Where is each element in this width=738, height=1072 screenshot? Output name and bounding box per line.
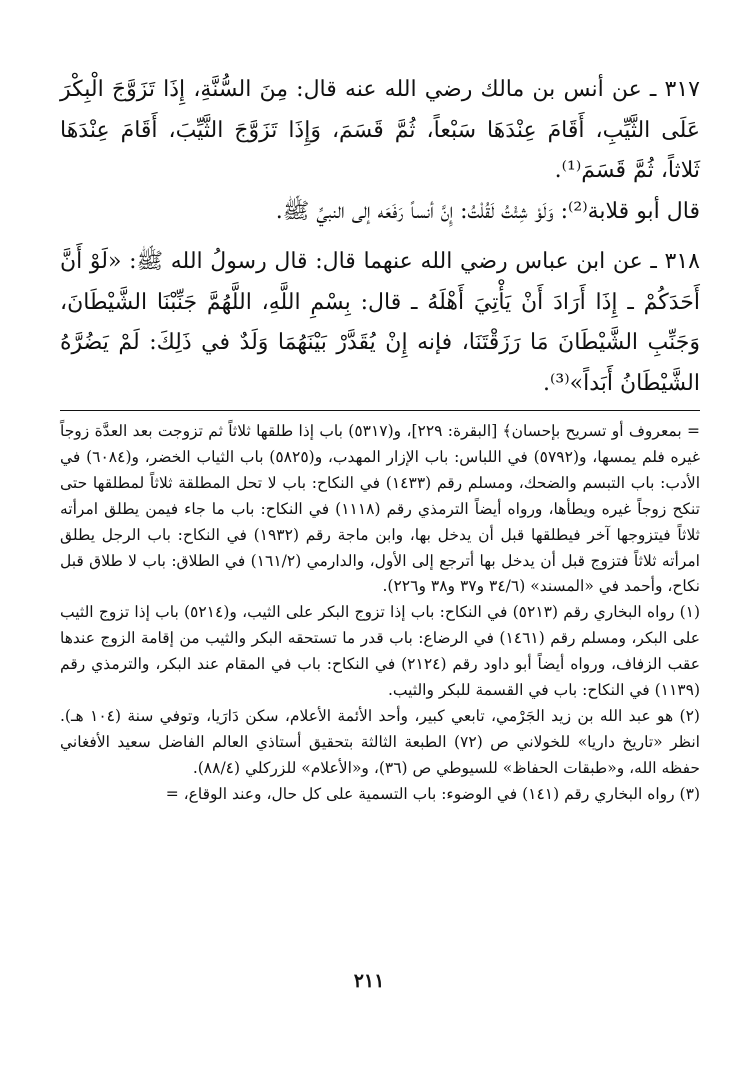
footnote-3: (٣) رواه البخاري رقم (١٤١) في الوضوء: باب التسمية على كل حال، وعند الوقاع، = (165, 784, 700, 803)
footnotes (60, 419, 700, 808)
footnote-2: (٢) هو عبد الله بن زيد الجَرْمي، تابعي كبير، وأحد الأئمة الأعلام، سكن دَارَيا، وتوفي سنة (١٠٤ هـ). انظر «تاريخ داريا» للخولاني ص (٧٢) الطبعة الثالثة بتحقيق أستاذي العالم الفاضل سعيد الأفغاني حفظه الله، و«طبقات الحفاظ» للسيوطي ص (٣٦)، و«الأعلام» للزركلي (٨٨/٤). (60, 706, 700, 777)
footnote-continuation: = بمعروف أو تسريح بإحسان﴾ [البقرة: ٢٢٩]، و(٥٣١٧) باب إذا طلقها ثلاثاً ثم تزوجت بعد العدَّة زوجاً غيره فلم يمسها، و(٥٧٩٢) في اللباس: باب الإزار المهدب، و(٥٨٢٥) باب الثياب الخضر، و(٦٠٨٤) في الأدب: باب التبسم والضحك، ومسلم رقم (١٤٣٣) في النكاح: باب لا تحل المطلقة ثلاثاً لمطلقها حتى تنكح زوجاً غيره ويطأها، ورواه أيضاً الترمذي رقم (١١١٨) في النكاح: باب ما جاء فيمن يطلق امرأته ثلاثاً فيتزوجها آخر فيطلقها قبل أن يدخل بها، وابن ماجة رقم (١٩٣٢) في النكاح: باب الرجل يطلق امرأته ثلاثاً فتزوج قبل أن يدخل بها أترجع إلى الأول، والدارمي (١٦١/٢) في الطلاق: باب لا طلاق قبل نكاح، وأحمد في «المسند» (٣٤/٦ و٣٧ و٣٨ و٢٢٦). (60, 422, 701, 596)
hadith-317-comment: قال أبو قلابة⁽²⁾: وَلَوْ شِئْتُ لَقُلْتُ: إِنَّ أنساً رَفَعَه إلى النبيِّ ﷺ. (275, 198, 700, 224)
page-body (60, 70, 700, 808)
footnote-divider (60, 410, 700, 411)
hadith-317: ٣١٧ ـ عن أنس بن مالك رضي الله عنه قال: مِنَ السُّنَّةِ، إِذَا تَزَوَّجَ الْبِكْرَ عَلَى الثَّيِّبِ، أَقَامَ عِنْدَهَا سَبْعاً، ثُمَّ قَسَمَ، وَإِذَا تَزَوَّجَ الثَّيِّبَ، أَقَامَ عِنْدَهَا ثَلاثاً، ثُمَّ قَسَمَ⁽¹⁾. (60, 77, 700, 183)
footnote-1: (١) رواه البخاري رقم (٥٢١٣) في النكاح: باب إذا تزوج البكر على الثيب، و(٥٢١٤) باب إذا تزوج الثيب على البكر، ومسلم رقم (١٤٦١) في الرضاع: باب قدر ما تستحقه البكر والثيب من إقامة الزوج عندها عقب الزفاف، ورواه أيضاً أبو داود رقم (٢١٢٤) في النكاح: باب في المقام عند البكر، والترمذي رقم (١١٣٩) في النكاح: باب في القسمة للبكر والثيب. (60, 603, 701, 700)
hadith-318: ٣١٨ ـ عن ابن عباس رضي الله عنهما قال: قال رسولُ الله ﷺ: «لَوْ أَنَّ أَحَدَكُمْ ـ إِذَا أَرَادَ أَنْ يَأْتِيَ أَهْلَهُ ـ قال: بِسْمِ اللَّهِ، اللَّهُمَّ جَنِّبْنَا الشَّيْطَانَ، وَجَنِّبِ الشَّيْطَانَ مَا رَزَقْتَنَا، فإنه إِنْ يُقَدَّرْ بَيْنَهُمَا وَلَدٌ في ذَلِكَ: لَمْ يَضُرَّهُ الشَّيْطَانُ أَبَداً»⁽³⁾. (60, 249, 700, 396)
main-text (60, 70, 700, 404)
page-number: ٢١١ (353, 970, 385, 992)
